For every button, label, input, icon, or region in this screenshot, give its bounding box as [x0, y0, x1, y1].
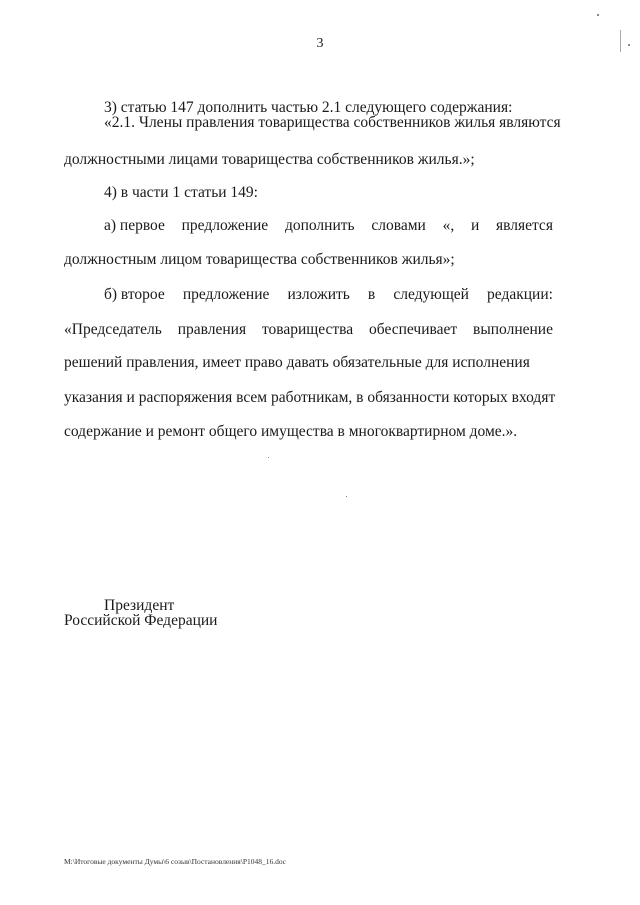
page-number: 3: [316, 36, 324, 51]
scan-speck: [628, 44, 630, 46]
footer-file-path: M:\Итоговые документы Думы\6 созыв\Постановления\P1048_16.doc: [64, 857, 286, 866]
item-a-word: дополнить: [284, 217, 355, 234]
item-a-word: «,: [442, 217, 455, 234]
quote-2-1-line-2: должностными лицами товарищества собственников жилья.»;: [64, 151, 475, 168]
item-a-word: предложение: [181, 217, 269, 234]
quote-word: правления: [177, 321, 247, 338]
quote-2-1-line-1: «2.1. Члены правления товарищества собственников жилья являются: [104, 114, 561, 131]
quote-line-4: содержание и ремонт общего имущества в многоквартирном доме.».: [64, 423, 518, 440]
quote-word: выполнение: [473, 321, 553, 338]
item-a-line-1: [104, 216, 553, 236]
quote-word: обеспечивает: [369, 321, 458, 338]
item-3-text: 3) статью 147 дополнить частью 2.1 следующего содержания:: [104, 99, 513, 116]
quote-word: товарищества: [261, 321, 354, 338]
quote-line-2: решений правления, имеет право давать обязательные для исполнения: [64, 354, 530, 371]
item-a-word: и: [470, 217, 480, 234]
item-b-word: предложение: [182, 286, 270, 303]
item-b-word: следующей: [393, 286, 469, 303]
quote-line-1: [64, 320, 553, 340]
scan-speck: [346, 496, 347, 497]
signature-title-line-2: Российской Федерации: [64, 612, 218, 629]
quote-line-3: указания и распоряжения всем работникам, в обязанности которых входят: [64, 389, 556, 406]
quote-word: «Председатель: [64, 321, 162, 338]
item-a-word: является: [495, 217, 553, 234]
item-b-word: изложить: [287, 286, 350, 303]
item-4-text: 4) в части 1 статьи 149:: [104, 184, 258, 201]
item-a-line-2: должностным лицом товарищества собственников жилья»;: [64, 251, 455, 268]
scan-speck: [268, 457, 269, 458]
item-b-word: б) второе: [104, 286, 165, 303]
item-a-word: словами: [371, 217, 426, 234]
scan-speck: [597, 14, 599, 16]
item-b-word: редакции:: [487, 286, 553, 303]
item-a-word: а) первое: [104, 217, 165, 234]
scan-edge-mark: [620, 30, 621, 52]
item-b-line-1: [104, 285, 553, 305]
signature-title-line-1: Президент: [104, 597, 175, 614]
item-b-word: в: [367, 286, 376, 303]
